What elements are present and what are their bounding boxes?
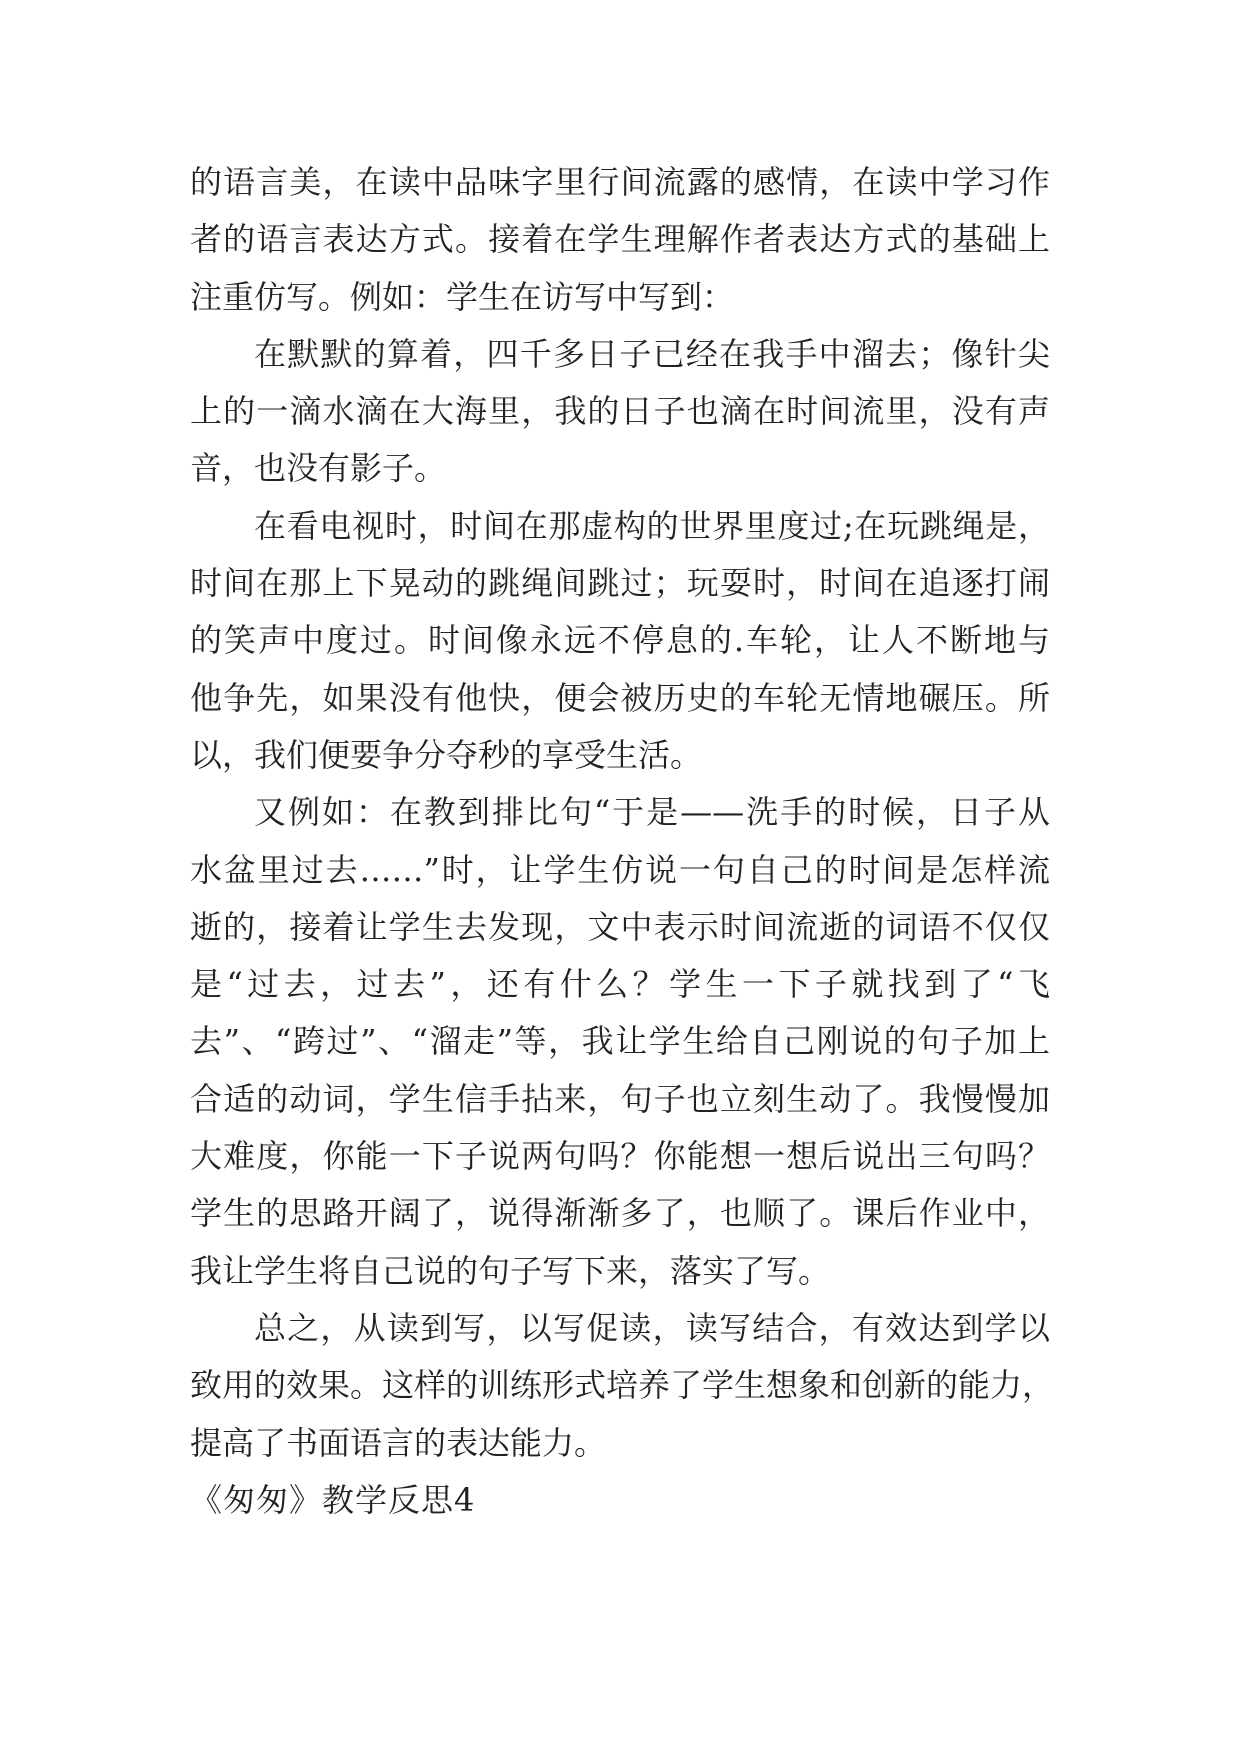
paragraph-3 bbox=[190, 498, 1050, 784]
paragraph-line: 合适的动词，学生信手拈来，句子也立刻生动了。我慢慢加 bbox=[190, 1079, 1050, 1118]
paragraph-line: 上的一滴水滴在大海里，我的日子也滴在时间流里，没有声 bbox=[190, 392, 1050, 431]
paragraph-line: 的笑声中度过。时间像永远不停息的.车轮，让人不断地与 bbox=[190, 621, 1050, 660]
paragraph-line: 者的语言表达方式。接着在学生理解作者表达方式的基础上 bbox=[190, 220, 1050, 259]
paragraph-line: 注重仿写。例如：学生在访写中写到： bbox=[190, 277, 735, 316]
paragraph-line: 逝的，接着让学生去发现，文中表示时间流逝的词语不仅仅 bbox=[190, 907, 1050, 946]
paragraph-line: 我让学生将自己说的句子写下来，落实了写。 bbox=[190, 1251, 831, 1290]
paragraph-4 bbox=[190, 784, 1050, 1300]
paragraph-line: 音，也没有影子。 bbox=[190, 449, 447, 488]
paragraph-line: 以，我们便要争分夺秒的享受生活。 bbox=[190, 735, 703, 774]
paragraph-line: 总之，从读到写，以写促读，读写结合，有效达到学以 bbox=[254, 1308, 1050, 1347]
paragraph-line: 学生的思路开阔了，说得渐渐多了，也顺了。课后作业中， bbox=[190, 1194, 1050, 1233]
paragraph-line: 去”、“跨过”、“溜走”等，我让学生给自己刚说的句子加上 bbox=[190, 1022, 1050, 1061]
paragraph-line: 的语言美，在读中品味字里行间流露的感情，在读中学习作 bbox=[190, 163, 1050, 201]
paragraph-line: 在看电视时，时间在那虚构的世界里度过;在玩跳绳是， bbox=[254, 506, 1050, 545]
paragraph-5 bbox=[190, 1300, 1055, 1472]
paragraph-line: 他争先，如果没有他快，便会被历史的车轮无情地碾压。所 bbox=[190, 678, 1050, 717]
paragraph-line: 大难度，你能一下子说两句吗？你能想一想后说出三句吗？ bbox=[190, 1137, 1050, 1176]
paragraph-line: 在默默的算着，四千多日子已经在我手中溜去；像针尖 bbox=[254, 334, 1050, 373]
paragraph-line: 又例如：在教到排比句“于是——洗手的时候，日子从 bbox=[254, 793, 1050, 832]
paragraph-line: 是“过去，过去”，还有什么？学生一下子就找到了“飞 bbox=[190, 965, 1050, 1004]
paragraph-line: 时间在那上下晃动的跳绳间跳过；玩耍时，时间在追逐打闹 bbox=[190, 564, 1050, 603]
document-body bbox=[190, 154, 1055, 1529]
paragraph-2 bbox=[190, 326, 1050, 498]
paragraph-1 bbox=[190, 154, 1050, 326]
paragraph-line: 提高了书面语言的表达能力。 bbox=[190, 1423, 607, 1462]
paragraph-line: 水盆里过去……”时，让学生仿说一句自己的时间是怎样流 bbox=[190, 850, 1050, 889]
paragraph-line: 致用的效果。这样的训练形式培养了学生想象和创新的能力， bbox=[190, 1366, 1055, 1405]
section-heading: 《匆匆》教学反思4 bbox=[190, 1480, 476, 1519]
